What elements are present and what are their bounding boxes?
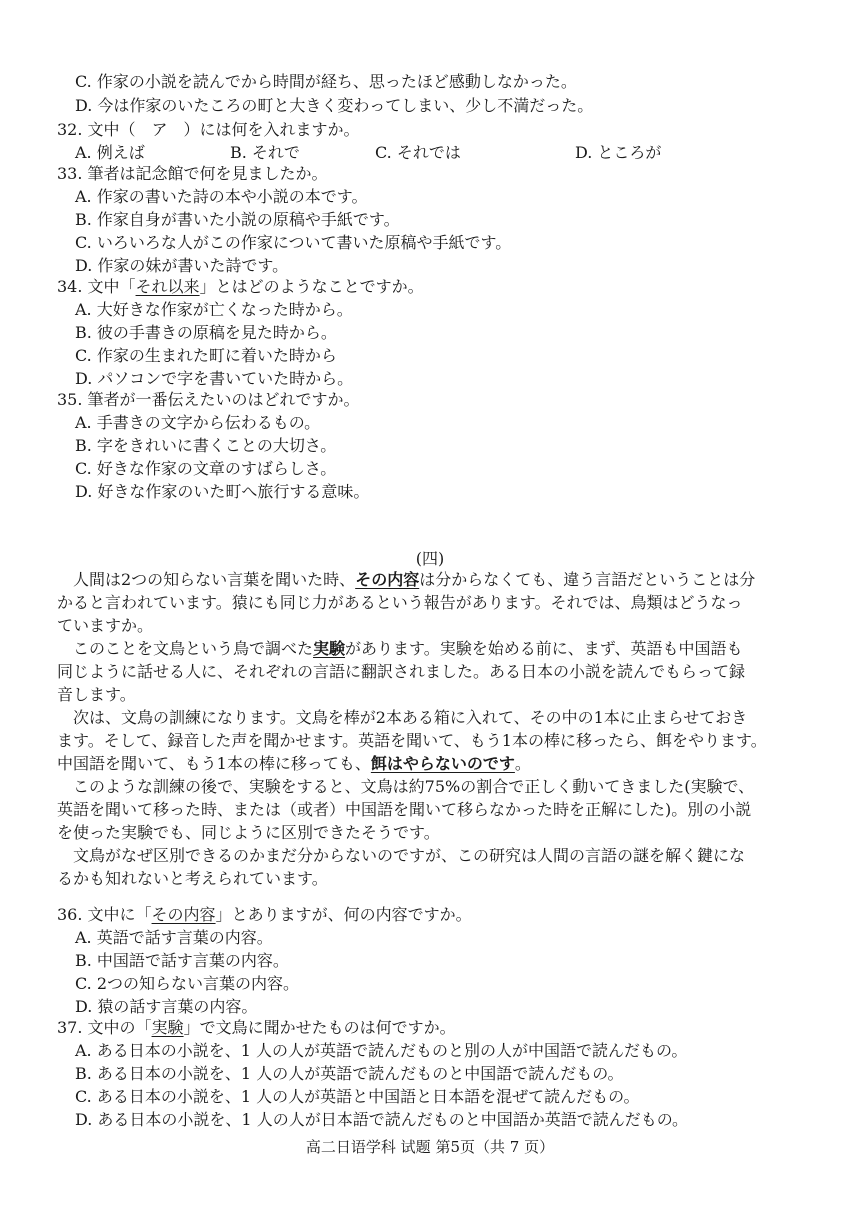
q32-option-a: A. 例えば [75,143,145,162]
passage-underline-esa: 餌はやらないのです [370,754,515,773]
passage-line: このことを文鳥という鳥で調べた実験があります。実験を始める前に、まず、英語も中国語も [73,639,743,658]
page-footer: 高二日语学科 试题 第5页（共 7 页） [305,1138,555,1156]
passage-line: 中国語を聞いて、もう1本の棒に移っても、餌はやらないのです。 [57,754,531,773]
q34-option-c: C. 作家の生まれた町に着いた時から [75,346,337,365]
q32-option-d: D. ところが [575,143,662,162]
q33-stem: 33. 筆者は記念館で何を見ましたか。 [57,164,328,183]
q37-option-b: B. ある日本の小説を、1 人の人が英語で読んだものと中国語で読んだもの。 [75,1064,624,1083]
passage-line: ていますか。 [57,616,154,635]
q33-option-d: D. 作家の妹が書いた詩です。 [75,256,289,275]
passage-line: このような訓練の後で、実験をすると、文鳥は約75%の割合で正しく動いてきました(実験で、 [73,777,755,796]
passage-line: を使った実験でも、同じように区別できたそうです。 [57,823,440,842]
q34-stem: 34. 文中「それ以来」とはどのようなことですか。 [57,277,424,296]
q37-option-d: D. ある日本の小説を、1 人の人が日本語で読んだものと中国語か英語で読んだもの。 [75,1110,689,1129]
q37-option-a: A. ある日本の小説を、1 人の人が英語で読んだものと別の人が中国語で読んだもの。 [75,1041,688,1060]
q36-option-b: B. 中国語で話す言葉の内容。 [75,951,289,970]
passage-line: るかも知れないと考えられています。 [57,869,328,888]
q35-option-d: D. 好きな作家のいた町へ旅行する意味。 [75,482,370,501]
passage-underline-jikken: 実験 [313,639,346,658]
q32-option-b: B. それで [230,143,300,162]
q31-option-c: C. 作家の小説を読んでから時間が経ち、思ったほど感動しなかった。 [75,72,577,91]
reading-passage [57,568,807,890]
passage-line: 文鳥がなぜ区別できるのかまだ分からないのですが、この研究は人間の言語の謎を解く鍵にな [73,846,746,865]
q37-stem: 37. 文中の「実験」で文鳥に聞かせたものは何ですか。 [57,1018,456,1037]
q37-option-c: C. ある日本の小説を、1 人の人が英語と中国語と日本語を混ぜて読んだもの。 [75,1087,640,1106]
q31-option-d: D. 今は作家のいたころの町と大きく変わってしまい、少し不満だった。 [75,96,594,115]
q36-stem: 36. 文中に「その内容」とありますが、何の内容ですか。 [57,905,472,924]
q36-underlined-phrase: その内容 [151,905,216,924]
q32-option-c: C. それでは [375,143,461,162]
passage-line: 音します。 [57,685,136,704]
q33-option-a: A. 作家の書いた詩の本や小説の本です。 [75,187,368,206]
passage-line: かると言われています。猿にも同じ力があるという報告があります。それでは、鳥類はどうなっ [57,593,743,612]
q36-option-d: D. 猿の話す言葉の内容。 [75,997,258,1016]
passage-line: 人間は2つの知らない言葉を聞いた時、その内容は分からなくても、違う言語だということは分 [73,570,756,589]
q33-option-c: C. いろいろな人がこの作家について書いた原稿や手紙です。 [75,233,512,252]
q35-stem: 35. 筆者が一番伝えたいのはどれですか。 [57,390,360,409]
q36-option-c: C. 2つの知らない言葉の内容。 [75,974,300,993]
q36-option-a: A. 英語で話す言葉の内容。 [75,928,273,947]
q34-option-b: B. 彼の手書きの原稿を見た時から。 [75,323,337,342]
q35-option-a: A. 手書きの文字から伝わるもの。 [75,413,321,432]
q34-option-a: A. 大好きな作家が亡くなった時から。 [75,300,353,319]
q34-option-d: D. パソコンで字を書いていた時から。 [75,369,354,388]
q35-option-c: C. 好きな作家の文章のすばらしさ。 [75,459,337,478]
q32-options [0,143,860,163]
q32-stem: 32. 文中（ ア ）には何を入れますか。 [57,120,360,139]
passage-line: 次は、文鳥の訓練になります。文鳥を棒が2本ある箱に入れて、その中の1本に止まらせておき [73,708,748,727]
passage-line: 英語を聞いて移った時、または（或者）中国語を聞いて移らなかった時を正解にした)。別の小説 [57,800,752,819]
q34-underlined-phrase: それ以来 [135,277,200,296]
q37-underlined-phrase: 実験 [151,1018,184,1037]
passage-line: 同じように話せる人に、それぞれの言語に翻訳されました。ある日本の小説を読んでもらって録 [57,662,746,681]
passage-line: ます。そして、録音した声を聞かせます。英語を聞いて、もう1本の棒に移ったら、餌をやります。 [57,731,767,750]
passage-underline-sono-naiyou: その内容 [355,570,420,589]
q33-option-b: B. 作家自身が書いた小説の原稿や手紙です。 [75,210,400,229]
section-heading: (四) [415,549,445,568]
q35-option-b: B. 字をきれいに書くことの大切さ。 [75,436,337,455]
